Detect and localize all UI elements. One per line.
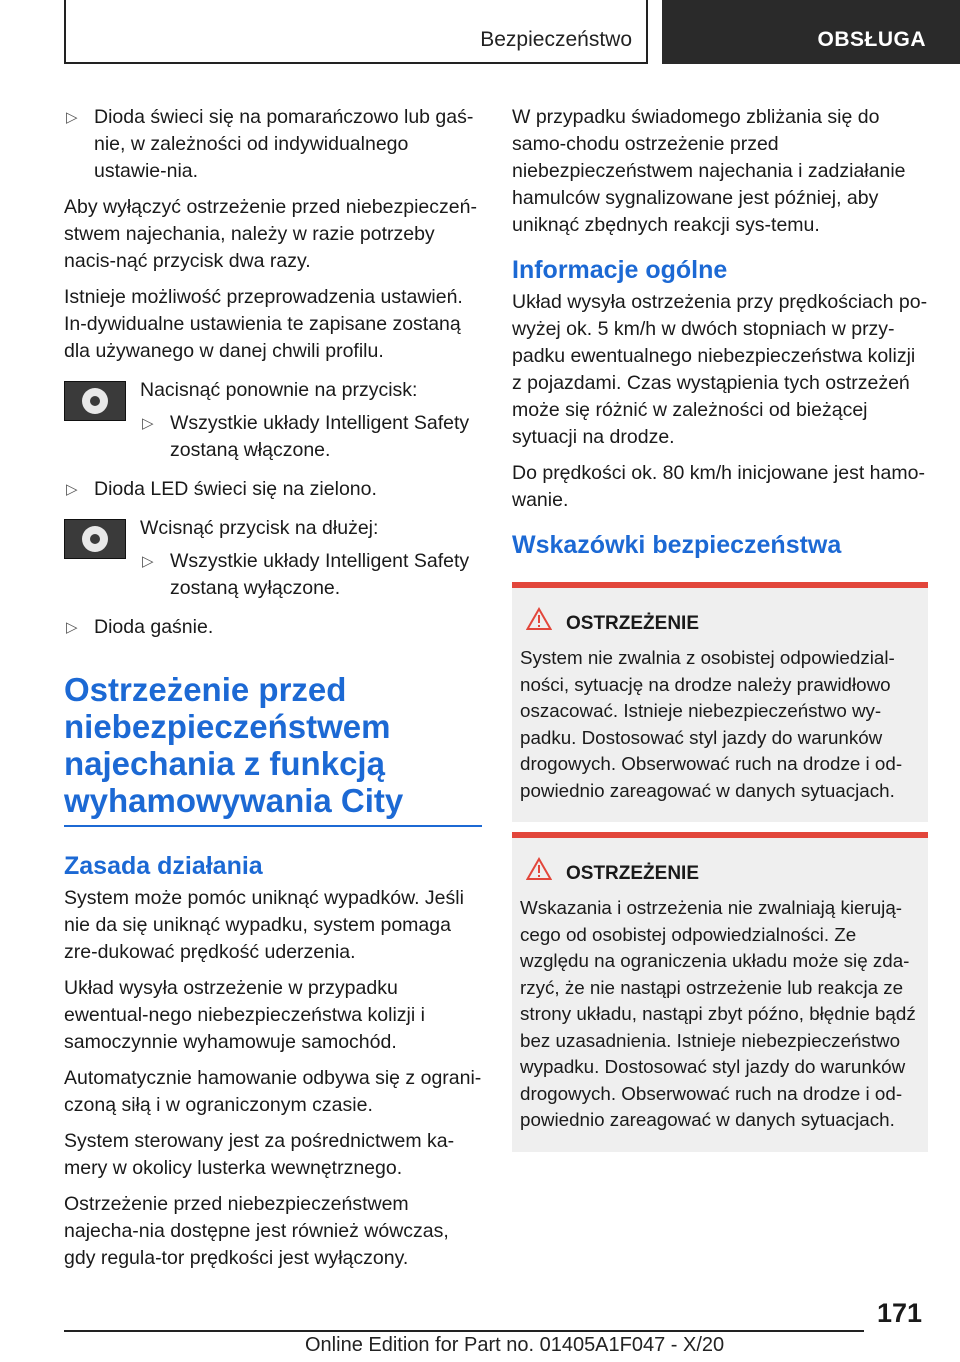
list-item-text: Dioda gaśnie. <box>94 616 214 638</box>
paragraph: Automatycznie hamowanie odbywa się z ograni-czoną siłą i w ograniczonym czasie. <box>64 1067 482 1116</box>
button-step <box>64 377 482 464</box>
step-text: Wcisnąć przycisk na dłużej: <box>140 517 379 539</box>
list-item <box>64 104 482 185</box>
paragraph: System sterowany jest za pośrednictwem ka-mery w okolicy lusterka wewnętrznego. <box>64 1130 455 1179</box>
section-title: Bezpieczeństwo <box>480 28 632 51</box>
warning-title: OSTRZEŻENIE <box>566 613 700 634</box>
paragraph: Układ wysyła ostrzeżenie w przypadku ewentual-nego niebezpieczeństwa kolizji i samoczynnie wyhamowuje samochód. <box>64 977 425 1053</box>
list-item-text: Dioda świeci się na pomarańczowo lub gaś-nie, w zależności od indywidualnego ustawie-nia. <box>94 106 474 182</box>
paragraph: Do prędkości ok. 80 km/h inicjowane jest hamo-wanie. <box>512 462 925 511</box>
paragraph: Istnieje możliwość przeprowadzenia ustawień. In-dywidualne ustawienia te zapisane zostaną dla używanego w danej chwili profilu. <box>64 286 463 362</box>
warning-triangle-icon <box>526 857 552 881</box>
paragraph: System może pomóc uniknąć wypadków. Jeśli nie da się uniknąć wypadku, system pomaga zre-dukować prędkość uderzenia. <box>64 887 464 963</box>
header-frame <box>64 0 648 64</box>
triangle-bullet-icon: ▷ <box>142 553 154 570</box>
list-item-text: Wszystkie układy Intelligent Safety zostaną włączone. <box>170 412 470 461</box>
subsection-heading: Wskazówki bezpieczeństwa <box>512 531 842 559</box>
triangle-bullet-icon: ▷ <box>66 481 78 498</box>
warning-triangle-icon <box>526 607 552 631</box>
list-item <box>140 548 482 602</box>
triangle-bullet-icon: ▷ <box>66 109 78 126</box>
triangle-bullet-icon: ▷ <box>66 619 78 636</box>
list-item-text: Dioda LED świeci się na zielono. <box>94 478 377 500</box>
paragraph: Aby wyłączyć ostrzeżenie przed niebezpieczeń-stwem najechania, należy w razie potrzeby nacis-nąć przycisk dwa razy. <box>64 196 477 272</box>
intelligent-safety-button-icon <box>64 519 126 559</box>
right-column <box>512 104 928 1162</box>
button-step <box>64 515 482 602</box>
list-item <box>64 476 482 503</box>
paragraph: Ostrzeżenie przed niebezpieczeństwem najecha-nia dostępne jest również wówczas, gdy regula-tor prędkości jest wyłączony. <box>64 1193 449 1269</box>
footer-divider <box>64 1330 864 1332</box>
warning-title: OSTRZEŻENIE <box>566 863 700 884</box>
warning-text: System nie zwalnia z osobistej odpowiedzial-ności, sytuację na drodze należy prawidłowo oszacować. Istnieje niebezpieczeństwo wy-padku. Dostosować styl jazdy do warunków drogowych. Obserwować ruch na drodze i od-powiednio zareagować w danych sytuacjach. <box>520 647 903 801</box>
warning-text: Wskazania i ostrzeżenia nie zwalniają kierują-cego od osobistej odpowiedzialności. Ze względu na ograniczenia układu może się zda-rzyć, że nie nastąpi ostrzeżenie lub reakcja ze strony układu, nastąpi zbyt późno, błędnie bądź bez uzasadnienia. Istnieje niebezpieczeństwo wypadku. Dostosować styl jazdy do warunków drogowych. Obserwować ruch na drodze i od-powiednio zareagować w danych sytuacjach. <box>520 897 916 1130</box>
warning-header <box>526 610 920 637</box>
intelligent-safety-button-icon <box>64 381 126 421</box>
list-item <box>140 410 482 464</box>
section-heading: Ostrzeżenie przed niebezpieczeństwem najechania z funkcją wyhamowywania City <box>64 671 404 819</box>
chapter-tab[interactable] <box>662 0 960 64</box>
footer-edition: Online Edition for Part no. 01405A1F047 - X/20 <box>305 1334 725 1356</box>
page-number: 171 <box>876 1298 922 1328</box>
list-item-text: Wszystkie układy Intelligent Safety zostaną wyłączone. <box>170 550 470 599</box>
section-heading-block <box>64 671 482 827</box>
paragraph: Układ wysyła ostrzeżenia przy prędkościach po-wyżej ok. 5 km/h w dwóch stopniach w przy-padku ewentualnego niebezpieczeństwa kolizji z pojazdami. Czas wystąpienia tych ostrzeżeń może się różnić w zależności od bieżącej sytuacji na drodze. <box>512 291 928 448</box>
left-column <box>64 104 482 1281</box>
triangle-bullet-icon: ▷ <box>142 415 154 432</box>
chapter-tab-label: OBSŁUGA <box>817 28 926 51</box>
warning-box <box>512 832 928 1152</box>
list-item <box>64 614 482 641</box>
paragraph: W przypadku świadomego zbliżania się do samo-chodu ostrzeżenie przed niebezpieczeństwem najechania i zadziałanie hamulców sygnalizowane jest później, aby uniknąć zbędnych reakcji sys-temu. <box>512 106 906 236</box>
subsection-heading: Informacje ogólne <box>512 256 728 284</box>
subsection-heading: Zasada działania <box>64 852 263 880</box>
warning-box <box>512 582 928 822</box>
warning-header <box>526 860 920 887</box>
step-text: Nacisnąć ponownie na przycisk: <box>140 379 418 401</box>
